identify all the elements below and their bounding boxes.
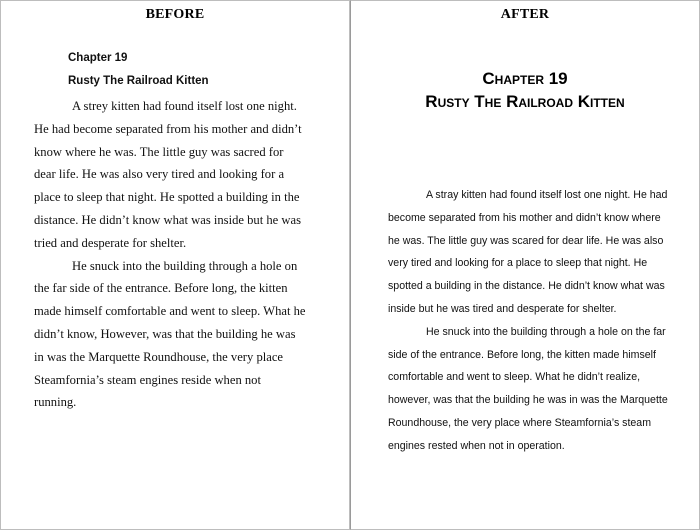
after-panel: [350, 0, 700, 530]
after-chapter-number: Chapter 19: [482, 69, 568, 88]
before-paragraph-2: He snuck into the building through a hole on the far side of the entrance. Before long, the kitten made himself comfortable and went to sleep. What he didn’t know, However, was that the building he was in was the Marquette Roundhouse, the very place Steamfornia’s steam engines reside when not running.: [34, 258, 306, 410]
after-paragraph-2: He snuck into the building through a hole on the far side of the entrance. Before long, the kitten made himself comfortable and went to sleep. What he didn’t realize, however, was that the building he was in was the Marquette Roundhouse, the very place where Steamfornia’s steam engines rested when not in operation.: [388, 325, 668, 452]
before-chapter-title: Rusty The Railroad Kitten: [68, 75, 209, 87]
after-heading: AFTER: [500, 7, 550, 22]
before-chapter-number: Chapter 19: [68, 52, 128, 64]
after-paragraph-1: A stray kitten had found itself lost one night. He had become separated from his mother and didn’t know where he was. The little guy was scared for dear life. He was also very tired and looking for a place to sleep that night. He spotted a building in the distance. He didn’t know what was inside but he was tired and desperate for shelter.: [388, 189, 668, 315]
before-paragraph-1: A strey kitten had found itself lost one night. He had become separated from his mother and didn’t know where he was. The little guy was sacred for dear life. He was also very tired and looking for a place to sleep that night. He spotted a building in the distance. He didn’t know what was inside but he was tried and desperate for shelter.: [34, 99, 302, 250]
before-body-text: [34, 95, 306, 414]
before-heading: BEFORE: [145, 7, 205, 22]
after-chapter-title: Rusty The Railroad Kitten: [425, 92, 625, 111]
after-body-text: [388, 184, 670, 458]
